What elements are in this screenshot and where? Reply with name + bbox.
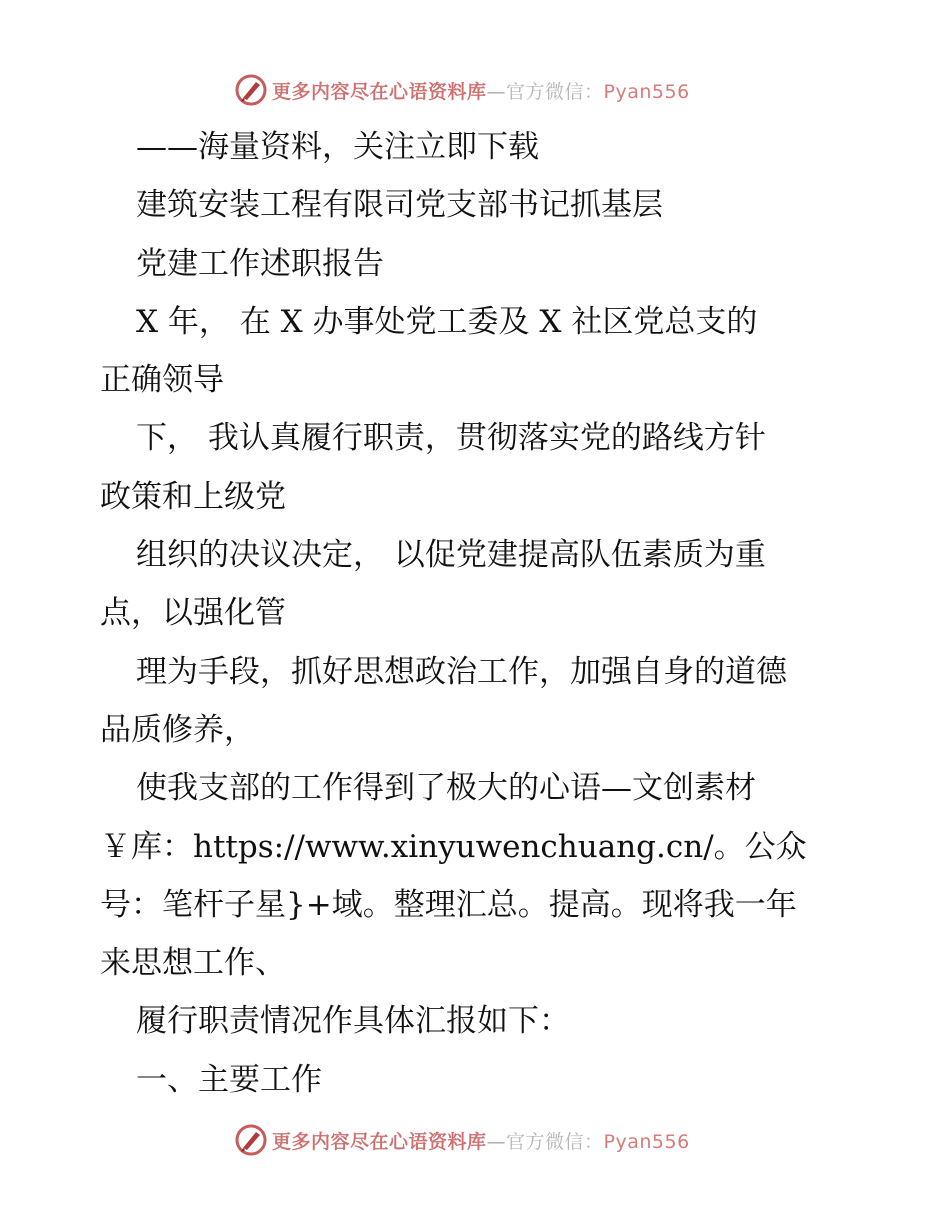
document-body [100,118,860,1109]
banner-wechat-id: Pyan556 [603,1130,690,1153]
text-line: 组织的决议决定， 以促党建提高队伍素质为重 [136,537,766,574]
banner-text [272,77,690,104]
text-line: 履行职责情况作具体汇报如下： [136,1003,570,1040]
banner-separator: — [486,80,507,103]
banner-wechat-label: 官方微信： [506,1130,604,1153]
text-line: 号：笔杆子星}+域。整理汇总。提高。现将我一年 [100,886,797,923]
text-line: 来思想工作、 [100,945,286,982]
text-line: 党建工作述职报告 [136,245,384,282]
header-watermark-banner [234,73,690,107]
banner-wechat-label: 官方微信： [506,80,604,103]
text-line: ——海量资料，关注立即下载 [136,129,539,165]
text-line: 下， 我认真履行职责，贯彻落实党的路线方针 [136,420,766,457]
text-line: 政策和上级党 [100,478,286,515]
text-line: X 年， 在 X 办事处党工委及 X 社区党总支的 [136,303,758,340]
quill-pen-logo-icon [234,1123,268,1157]
banner-main-text: 更多内容尽在心语资料库 [272,1130,487,1153]
footer-watermark-banner [234,1123,690,1157]
text-line: 使我支部的工作得到了极大的心语—文创素材 [136,770,756,807]
text-line: 点，以强化管 [100,595,286,632]
text-line: 建筑安装工程有限司党支部书记抓基层 [136,187,663,224]
text-line: 理为手段，抓好思想政治工作，加强自身的道德 [136,653,787,690]
banner-text [272,1127,690,1154]
quill-pen-logo-icon [234,73,268,107]
banner-wechat-id: Pyan556 [603,80,690,103]
text-line: 正确领导 [100,362,224,399]
text-line: ￥库：https://www.xinyuwenchuang.cn/。公众 [100,828,807,865]
text-line: 品质修养， [100,711,255,748]
banner-separator: — [486,1130,507,1153]
text-line: 一、主要工作 [136,1061,322,1098]
banner-main-text: 更多内容尽在心语资料库 [272,80,487,103]
